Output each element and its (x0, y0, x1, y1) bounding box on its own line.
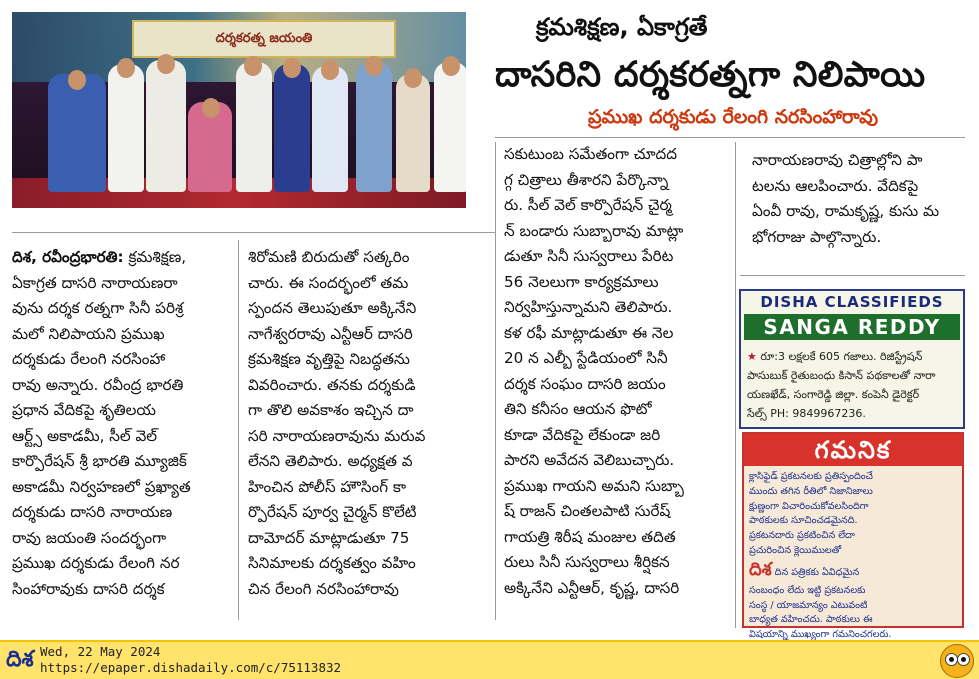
article-column-4: నారాయణరావు చిత్రాల్లోని పా టలను ఆలపించారు. వేదికపై ఏంవీ రావు, రామకృష్ణ, కుసు మ భోగరాజు పాల్గొన్నారు. (752, 151, 940, 246)
column-divider (735, 142, 736, 628)
person-figure (396, 74, 430, 192)
notice-title: గమనిక (744, 434, 962, 466)
article-column-2: శిరోమణి బిరుదుతో సత్కరిం చారు. ఈ సందర్భంలో తమ స్పందన తెలుపుతూ అక్కినేని నాగేశ్వరరావు ఎన్టీఆర్ దాసరి క్రమశిక్షణ వృత్తిపై నిబద్ధతను వివరించారు. తనకు దర్శకుడి గా తొలి అవకాశం ఇచ్చిన దా సరి నారాయణరావును మరువ లేనని తెలిపారు. అధ్యక్షత వ హించిన పోలీస్ హౌసింగ్ కా ర్పొరేషన్ పూర్వ చైర్మన్ కొలేటి దామోదర్ మాట్లాడుతూ 75 సినిమాలకు దర్శకత్వం వహిం చిన రేలంగి నరసింహారావు (248, 248, 426, 598)
headline: దాసరిని దర్శకరత్నగా నిలిపాయి (495, 55, 926, 95)
footer-url[interactable]: https://epaper.dishadaily.com/c/75113832 (40, 660, 342, 675)
owl-mascot-icon (940, 644, 974, 678)
person-figure (434, 62, 466, 192)
article-column-3: సకుటుంబ సమేతంగా చూదద గ్గ చిత్రాలు తీశారని పేర్కొన్నా రు. సీల్ వెల్ కార్పొరేషన్ చైర్మ న్ బండారు సుబ్బారావు మాట్లా డుతూ సినీ సుస్వరాలు పేరిట 56 నెలలుగా కార్యక్రమాలు నిర్వహిస్తున్నామని తెలిపారు. కళ రఫీ మాట్లాడుతూ ఈ నెల 20 న ఎల్బీ స్టేడియంలో సినీ దర్శక సంఘం దాసరి జయం తిని కనీసం ఆయన ఫొటో కూడా వేదికపై లేకుండా జరి పారని అవేదన వెలిబుచ్చారు. ప్రముఖ గాయని అమని సుబ్బా ష్ రాజన్ చింతలపాటి సురేష్ గాయత్రి శిరీష మంజుల తదిత రులు సినీ సుస్వరాలు శీర్షికన అక్కినేని ఎన్టీఆర్, కృష్ణ, దాసరి (504, 145, 684, 597)
article-column-1: దిశ, రవీంద్రభారతి: క్రమశిక్షణ, ఏకాగ్రత దాసరి నారాయణరా వును దర్శక రత్నగా సినీ పరిశ్ర మలో నిలిపాయని ప్రముఖ దర్శకుడు రేలంగి నరసింహా రావు అన్నారు. రవీంద్ర భారతి ప్రధాన వేదికపై శృతిలయ ఆర్ట్స్ అకాడమీ, సీల్ వెల్ కార్పొరేషన్ శ్రీ భారతి మ్యూజిక్ అకాడమీ నిర్వహణలో ప్రఖ్యాత దర్శకుడు దాసరి నారాయణ రావు జయంతి సందర్భంగా ప్రముఖ దర్శకుడు రేలంగి నర సింహారావుకు దాసరి దర్శక (12, 248, 191, 598)
notice-box (742, 432, 964, 641)
person-figure (146, 60, 186, 192)
person-figure (236, 62, 272, 192)
byline: దిశ, రవీంద్రభారతి: (12, 248, 124, 266)
column-divider (495, 142, 496, 620)
classified-title: DISHA CLASSIFIEDS (760, 293, 944, 311)
disha-logo: దిశ (749, 558, 772, 580)
footer-date: Wed, 22 May 2024 (40, 644, 161, 659)
photo-banner: దర్శకరత్న జయంతి (132, 20, 396, 58)
classified-ad (739, 289, 965, 429)
divider (740, 275, 965, 276)
headline-kicker: క్రమశిక్షణ, ఏకాగ్రతే (536, 13, 708, 41)
classified-location: SANGA REDDY (744, 314, 960, 340)
person-figure (312, 66, 348, 192)
person-figure (108, 64, 144, 192)
star-icon: ★ (747, 350, 757, 363)
person-figure (48, 74, 106, 192)
subheadline: ప్రముఖ దర్శకుడు రేలంగి నరసింహారావు (588, 106, 879, 128)
person-figure (356, 62, 392, 192)
person-figure (274, 64, 310, 192)
footer-logo: దిశ (6, 647, 34, 672)
classified-text: ★ రూ:3 లక్షలకే 605 గజాలు. రిజిస్ట్రేషన్ పాసుబుక్ రైతుబంధు కిసాన్ పథకాలతో నారా యణఖేడ్, సంగారెడ్డి జిల్లా. కంపెనీ డైరెక్టర్ సేల్స్ PH: 9849967236. (747, 350, 936, 420)
footer-bar (0, 640, 979, 679)
column-divider (238, 240, 239, 620)
notice-text: క్లాసిఫైడ్ ప్రకటనలకు ప్రతిస్పందించే ముందు తగిన రీతిలో నిజానిజాలు క్షుణ్ణంగా విచారించుకోవలసిందిగా పాఠకులకు సూచించడమైనది. ప్రకటనదారు ప్రకటించిన లేదా ప్రచురించిన క్లెయిములతో దిశ దిన పత్రికకు ఏవిధమైన సంబంధం లేదు ఇట్టి ప్రకటనలకు సంస్థ / యాజమాన్యం ఎటువంటి బాధ్యత వహించదు. పాఠకులు ఈ విషయాన్ని ముఖ్యంగా గమనించగలరు. (749, 471, 892, 641)
divider (12, 232, 495, 233)
news-photo (12, 12, 466, 208)
divider (495, 137, 965, 138)
